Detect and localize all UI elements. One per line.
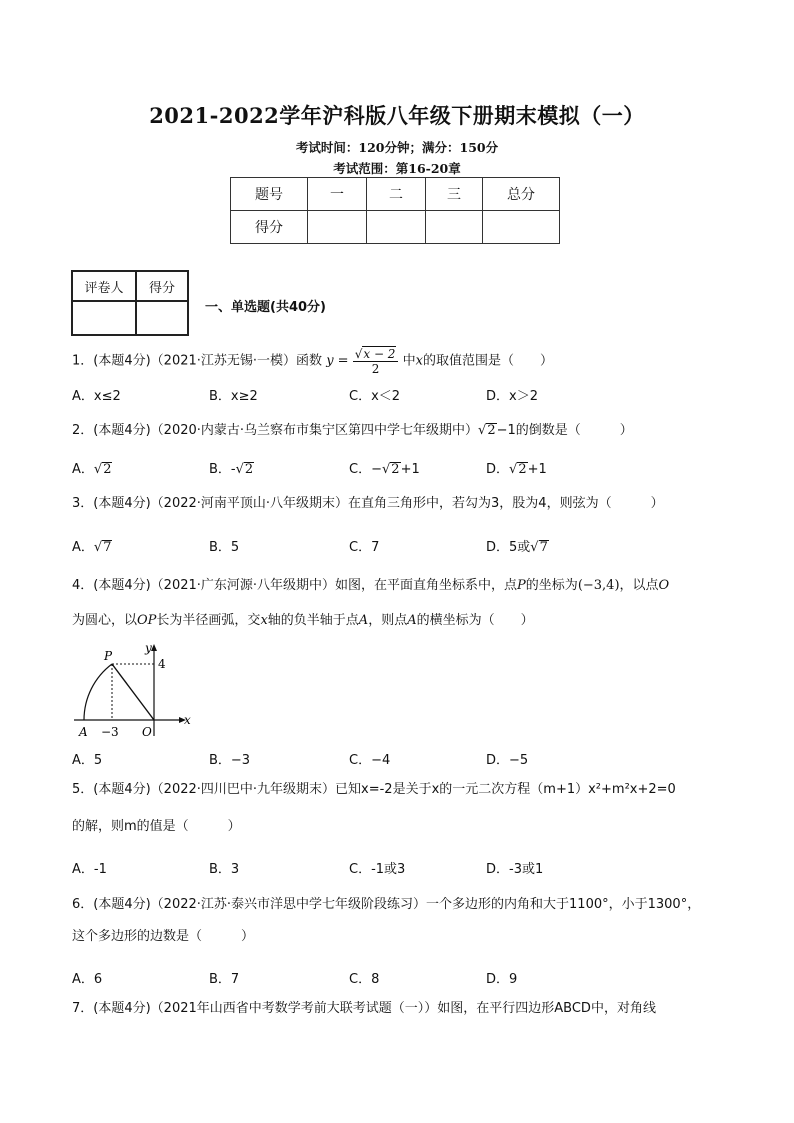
section-heading: 一、单选题(共40分) [205, 300, 326, 315]
label-a: A [79, 725, 88, 739]
q1-var: x [415, 353, 423, 369]
q1-stem-b: 中 [402, 353, 416, 369]
score-header-cell: 一 [308, 178, 367, 211]
score-input-cell[interactable] [367, 211, 426, 244]
score-table [230, 177, 560, 244]
q5-line-2: 的解，则m的值是（ ） [72, 819, 241, 834]
question-2 [72, 421, 722, 441]
q5-option-c[interactable]: C．-1或3 [349, 862, 406, 877]
q4-option-a[interactable]: A．5 [72, 753, 103, 768]
q1-option-c[interactable]: C．x＜2 [349, 389, 401, 404]
y-axis-arrow [151, 644, 157, 651]
score-input-cell[interactable] [483, 211, 560, 244]
q6-option-c[interactable]: C．8 [349, 972, 380, 987]
q5-option-a[interactable]: A．-1 [72, 862, 107, 877]
q2-stem-a: 2．(本题4分)（2020·内蒙古·乌兰察布市集宁区第四中学七年级期中） [72, 423, 479, 438]
score-input-cell[interactable] [426, 211, 483, 244]
q6-line-1: 6．(本题4分)（2022·江苏·泰兴市洋思中学七年级阶段练习）一个多边形的内角和大于1100°，小于1300°， [72, 897, 701, 912]
arc [84, 664, 112, 720]
q1-fraction-numerator: √x − 2 [353, 346, 399, 362]
q4-figure [72, 640, 197, 740]
q2-stem-b: −1的倒数是（ ） [496, 423, 633, 438]
grader-header-row [72, 271, 188, 301]
q3-option-d[interactable]: D．5或√7 [486, 540, 548, 555]
q6-option-a[interactable]: A．6 [72, 972, 103, 987]
q1-stem-a: 1．(本题4分)（2021·江苏无锡·一模）函数 [72, 353, 323, 369]
q6-line-2: 这个多边形的边数是（ ） [72, 929, 255, 944]
page-title: 2021-2022学年沪科版八年级下册期末模拟（一） [149, 103, 645, 128]
q6-option-d[interactable]: D．9 [486, 972, 518, 987]
q1-option-b[interactable]: B．x≥2 [209, 389, 258, 404]
q1-fraction-denominator: 2 [371, 362, 380, 376]
q4-option-b[interactable]: B．−3 [209, 753, 251, 768]
q5-line-1: 5．(本题4分)（2022·四川巴中·九年级期末）已知x=-2是关于x的一元二次方程（m+1）x²+m²x+2=0 [72, 782, 676, 797]
question-4 [72, 576, 722, 631]
q4-option-c[interactable]: C．−4 [349, 753, 391, 768]
grader-score-input-cell[interactable] [136, 301, 188, 335]
q4-option-d[interactable]: D．−5 [486, 753, 529, 768]
exam-time: 考试时间：120分钟；满分：150分 [295, 140, 499, 155]
grader-score-label: 得分 [136, 271, 188, 301]
q3-option-b[interactable]: B．5 [209, 540, 240, 555]
q2-option-c[interactable]: C．−√2+1 [349, 462, 420, 477]
q4-point-p: P [517, 578, 526, 593]
q2-option-b[interactable]: B．-√2 [209, 462, 254, 477]
q5-option-b[interactable]: B．3 [209, 862, 240, 877]
q6-option-b[interactable]: B．7 [209, 972, 240, 987]
grader-label: 评卷人 [72, 271, 136, 301]
grader-input-cell[interactable] [72, 301, 136, 335]
grader-value-row [72, 301, 188, 335]
label-4: 4 [158, 657, 166, 671]
q3-option-c[interactable]: C．7 [349, 540, 380, 555]
q4-point-o: O [658, 578, 670, 593]
question-3: 3．(本题4分)（2022·河南平顶山·八年级期末）在直角三角形中，若勾为3，股为4，则弦为（ ） [72, 496, 664, 511]
q2-option-d[interactable]: D．√2+1 [486, 462, 547, 477]
score-header-cell: 总分 [483, 178, 560, 211]
q1-option-a[interactable]: A．x≤2 [72, 389, 121, 404]
q1-stem-c: 的取值范围是（ ） [422, 353, 553, 369]
exam-scope: 考试范围：第16-20章 [333, 161, 461, 176]
label-p: P [104, 649, 113, 663]
question-5 [72, 780, 732, 837]
segment-op [112, 664, 154, 720]
label-neg3: −3 [101, 725, 119, 739]
question-1 [72, 346, 722, 376]
label-x: x [184, 713, 191, 727]
q1-formula-lhs: y = [326, 353, 349, 369]
label-o: O [142, 725, 152, 739]
score-header-cell: 题号 [231, 178, 308, 211]
score-row-label: 得分 [231, 211, 308, 244]
q4-coord: (−3,4) [577, 578, 620, 593]
score-header-cell: 二 [367, 178, 426, 211]
question-6 [72, 895, 732, 947]
q3-option-a[interactable]: A．√7 [72, 540, 112, 555]
q1-option-d[interactable]: D．x＞2 [486, 389, 538, 404]
question-7: 7．(本题4分)（2021年山西省中考数学考前大联考试题（一））如图，在平行四边形ABCD中，对角线 [72, 1001, 656, 1016]
score-table-value-row [231, 211, 560, 244]
score-table-header-row [231, 178, 560, 211]
q2-option-a[interactable]: A．√2 [72, 462, 112, 477]
score-header-cell: 三 [426, 178, 483, 211]
q4-line-1: 4．(本题4分)（2021·广东河源·八年级期中）如图，在平面直角坐标系中，点P的坐标为(−3,4)，以点O [72, 578, 670, 593]
label-y: y [145, 641, 152, 655]
q1-fraction [353, 346, 399, 376]
grader-table [71, 270, 189, 336]
q5-option-d[interactable]: D．-3或1 [486, 862, 544, 877]
score-input-cell[interactable] [308, 211, 367, 244]
q4-line-2: 为圆心，以OP长为半径画弧，交x轴的负半轴于点A，则点A的横坐标为（ ） [72, 613, 534, 628]
q2-sqrt: √2 [478, 423, 496, 438]
